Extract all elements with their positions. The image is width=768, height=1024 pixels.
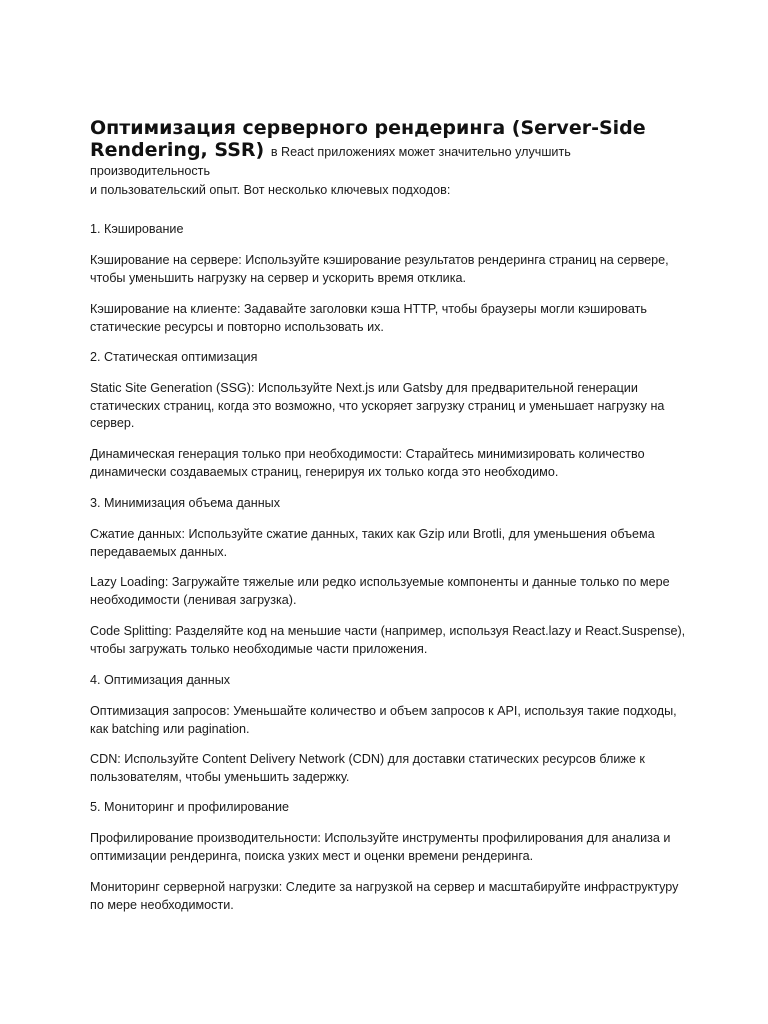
title-line-2: Rendering, SSR) xyxy=(90,139,265,161)
intro-paragraph xyxy=(90,118,690,200)
paragraph-dynamic-generation: Динамическая генерация только при необходимости: Старайтесь минимизировать количество динамически создаваемых страниц, генерируя их только когда это необходимо. xyxy=(90,447,645,479)
paragraph-ssg: Static Site Generation (SSG): Используйте Next.js или Gatsby для предварительной генерации статических страниц, когда это возможно, что ускоряет загрузку страниц и уменьшает нагрузку на сервер. xyxy=(90,381,665,431)
section-heading-static: 2. Статическая оптимизация xyxy=(90,350,258,364)
paragraph-server-monitoring: Мониторинг серверной нагрузки: Следите за нагрузкой на сервер и масштабируйте инфраструктуру по мере необходимости. xyxy=(90,880,679,912)
paragraph-request-optimization: Оптимизация запросов: Уменьшайте количество и объем запросов к API, используя такие подходы, как batching или pagination. xyxy=(90,704,677,736)
paragraph-lazy-loading: Lazy Loading: Загружайте тяжелые или редко используемые компоненты и данные только по мере необходимости (ленивая загрузка). xyxy=(90,575,670,607)
intro-text-1: в React приложениях может значительно улучшить производительность xyxy=(90,145,571,178)
section-heading-data-minimization: 3. Минимизация объема данных xyxy=(90,496,281,510)
section-heading-data-optimization: 4. Оптимизация данных xyxy=(90,673,231,687)
section-heading-caching: 1. Кэширование xyxy=(90,222,184,236)
document-page xyxy=(90,117,690,912)
paragraph-profiling: Профилирование производительности: Используйте инструменты профилирования для анализа и оптимизации рендеринга, поиска узких мест и оценки времени рендеринга. xyxy=(90,831,671,863)
paragraph-code-splitting: Code Splitting: Разделяйте код на меньшие части (например, используя React.lazy и React.Suspense), чтобы загружать только необходимые части приложения. xyxy=(90,624,686,656)
title-line-1: Оптимизация серверного рендеринга (Server-Side xyxy=(90,117,646,139)
section-heading-monitoring: 5. Мониторинг и профилирование xyxy=(90,800,290,814)
paragraph-cdn: CDN: Используйте Content Delivery Network (CDN) для доставки статических ресурсов ближе к пользователям, чтобы уменьшить задержку. xyxy=(90,752,645,784)
intro-text-2: и пользовательский опыт. Вот несколько ключевых подходов: xyxy=(90,183,451,197)
paragraph-compression: Сжатие данных: Используйте сжатие данных, таких как Gzip или Brotli, для уменьшения объема передаваемых данных. xyxy=(90,527,655,559)
paragraph-client-caching: Кэширование на клиенте: Задавайте заголовки кэша HTTP, чтобы браузеры могли кэшировать статические ресурсы и повторно использовать их. xyxy=(90,302,647,334)
paragraph-server-caching: Кэширование на сервере: Используйте кэширование результатов рендеринга страниц на сервере, чтобы уменьшить нагрузку на сервер и ускорить время отклика. xyxy=(90,253,669,285)
